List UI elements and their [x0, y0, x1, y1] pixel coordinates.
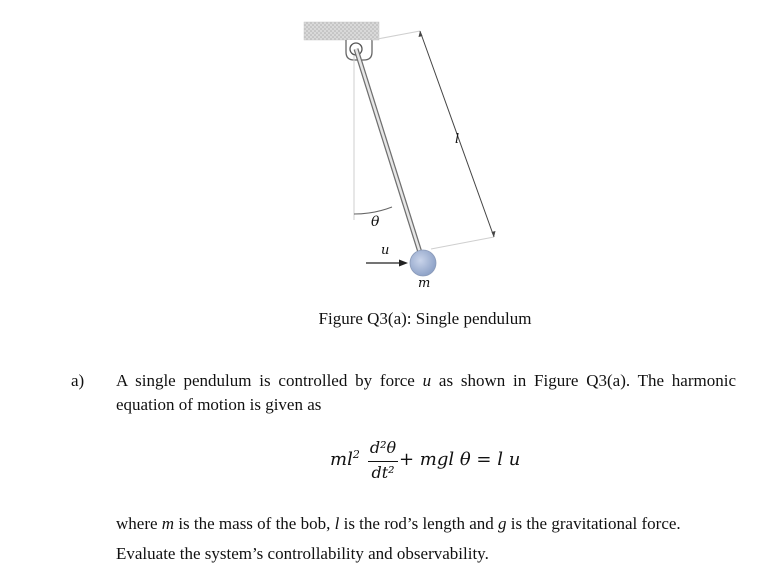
question-label: a)	[71, 371, 85, 390]
mass-label: m	[418, 276, 431, 291]
equation-denominator: dt²	[371, 463, 395, 482]
question-line-1: A single pendulum is controlled by force u as shown in Figure Q3(a). The harmonic	[116, 371, 737, 390]
equation-rhs: + mgl θ = l u	[399, 449, 521, 470]
ceiling-block	[304, 22, 379, 40]
pendulum-rod	[356, 49, 423, 262]
evaluate-instruction: Evaluate the system’s controllability and observability.	[116, 544, 489, 563]
figure-caption: Figure Q3(a): Single pendulum	[318, 309, 532, 328]
pendulum-bob	[410, 250, 436, 276]
length-label: l	[455, 132, 460, 147]
force-label: u	[381, 243, 390, 258]
angle-label: θ	[371, 214, 380, 230]
force-arrow-head	[399, 260, 408, 267]
equation-numerator: d²θ	[369, 438, 397, 457]
length-extension-bottom	[431, 237, 494, 249]
fraction-bar	[368, 461, 398, 462]
question-line-2: equation of motion is given as	[116, 395, 322, 414]
equation-lhs: $ml^2$	[330, 448, 360, 470]
question-instructions: where m is the mass of the bob, l is the rod’s length and g is the gravitational force. Evaluate the system’s controllability and observability.	[116, 514, 681, 563]
question-text	[116, 369, 736, 417]
angle-arc	[354, 207, 392, 214]
